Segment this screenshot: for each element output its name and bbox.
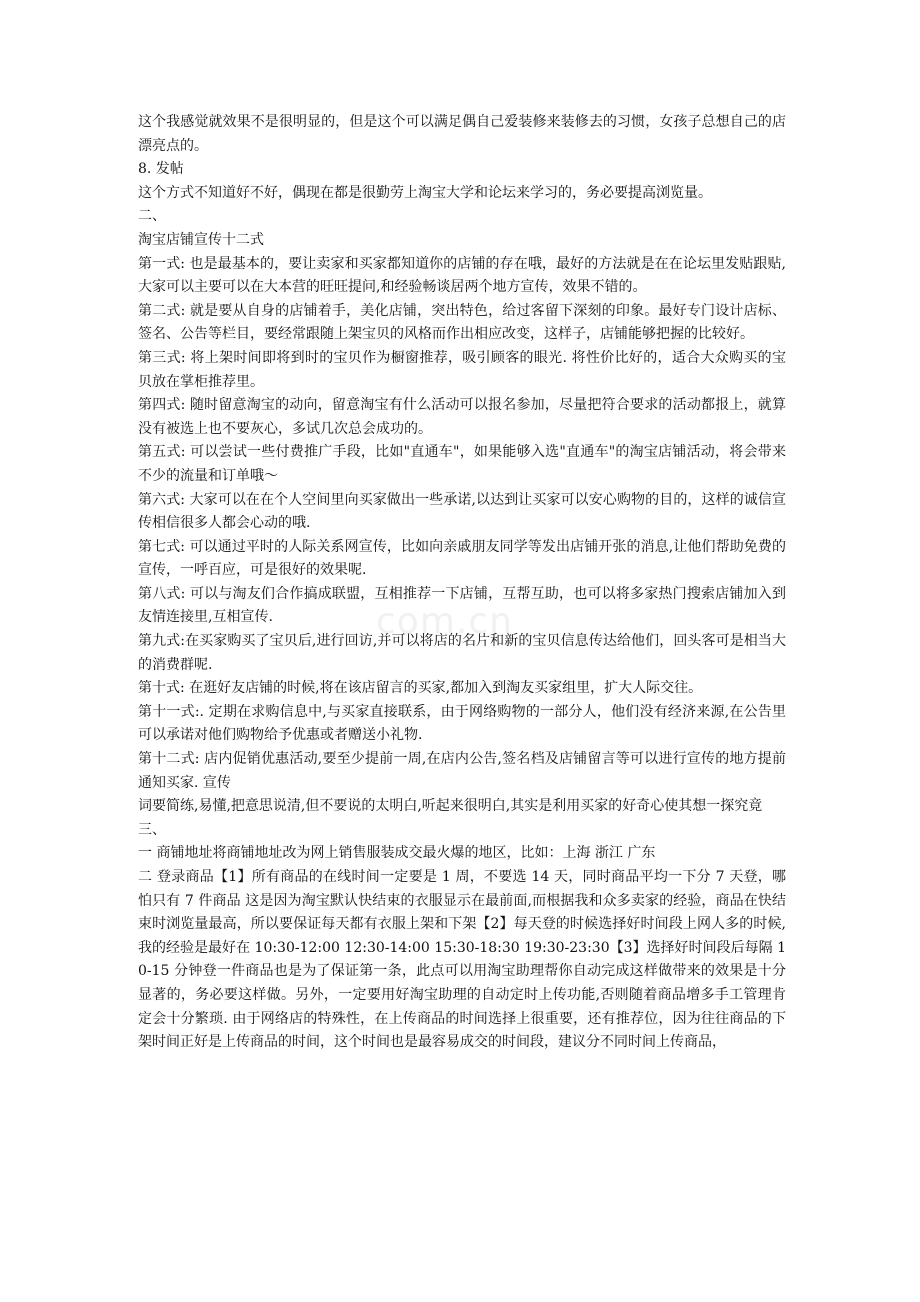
product-listing-paragraph: 二 登录商品【1】所有商品的在线时间一定要是 1 周，不要选 14 天，同时商品平均一下分 7 天登，哪怕只有 7 件商品 这是因为淘宝默认快结束的衣服显示在最前面,而根据我和众多卖家的经验，商品在快结束时浏览量最高，所以要保证每天都有衣服上架和下架【2】每天登的时候选择好时间段上网人多的时候,我的经验是最好在 10:30-12:00 12:30-14:00 15:30-18:30 19:30-23:30【3】选择好时间段后每隔 10-15 分钟登一件商品也是为了保证第一条，此点可以用淘宝助理帮你自动完成这样做带来的效果是十分显著的，务必要这样做。另外，一定要用好淘宝助理的自动定时上传功能,否则随着商品增多手工管理肯定会十分繁琐. 由于网络店的特殊性，在上传商品的时间选择上很重要，还有推荐位，因为往往商品的下架时间正好是上传商品的时间，这个时间也是最容易成交的时间段，建议分不同时间上传商品， <box>138 869 786 1051</box>
tip-9: 第九式:在买家购买了宝贝后,进行回访,并可以将店的名片和新的宝贝信息传达给他们，回头客可是相当大的消费群呢. <box>138 633 786 673</box>
tip-6: 第六式: 大家可以在在个人空间里向买家做出一些承诺,以达到让买家可以安心购物的目的，这样的诚信宣传相信很多人都会心动的哦. <box>138 491 786 532</box>
section-two-heading: 二、 <box>138 208 166 225</box>
store-address-paragraph: 一 商铺地址将商铺地址改为网上销售服装成交最火爆的地区，比如：上海 浙江 广东 <box>138 845 656 862</box>
watermark-text: com.cn <box>376 601 513 642</box>
document-body <box>138 111 786 1055</box>
tip-2: 第二式: 就是要从自身的店铺着手，美化店铺，突出特色，给过客留下深刻的印象。最好专门设计店标、签名、公告等栏目，要经常跟随上架宝贝的风格而作出相应改变，这样子，店铺能够把握的比较好。 <box>138 302 786 343</box>
tip-7: 第七式: 可以通过平时的人际关系网宣传，比如向亲戚朋友同学等发出店铺开张的消息,让他们帮助免费的宣传，一呼百应，可是很好的效果呢. <box>138 538 786 579</box>
heading-posting: 8. 发帖 <box>138 161 184 178</box>
tip-4: 第四式: 随时留意淘宝的动向，留意淘宝有什么活动可以报名参加，尽量把符合要求的活动都报上，就算没有被选上也不要灰心，多试几次总会成功的。 <box>138 397 786 437</box>
tip-12-continued: 词要简练,易懂,把意思说清,但不要说的太明白,听起来很明白,其实是利用买家的好奇心使其想一探究竟 <box>138 798 763 815</box>
tip-5: 第五式: 可以尝试一些付费推广手段，比如"直通车"，如果能够入选"直通车"的淘宝店铺活动，将会带来不少的流量和订单哦～ <box>138 444 786 484</box>
tip-11: 第十一式:. 定期在求购信息中,与买家直接联系，由于网络购物的一部分人，他们没有经济来源,在公告里可以承诺对他们购物给予优惠或者赠送小礼物. <box>138 703 786 744</box>
tip-1: 第一式: 也是最基本的，要让卖家和买家都知道你的店铺的存在哦，最好的方法就是在在论坛里发贴跟贴,大家可以主要可以在大本营的旺旺提问,和经验畅谈居两个地方宣传，效果不错的。 <box>138 255 786 296</box>
paragraph-posting: 这个方式不知道好不好，偶现在都是很勤劳上淘宝大学和论坛来学习的，务必要提高浏览量。 <box>138 184 712 201</box>
tip-8: 第八式: 可以与淘友们合作搞成联盟，互相推荐一下店铺，互帮互助，也可以将多家热门搜索店铺加入到友情连接里,互相宣传. <box>138 585 786 626</box>
paragraph-decoration-note: 这个我感觉就效果不是很明显的，但是这个可以满足偶自己爱装修来装修去的习惯，女孩子总想自己的店漂亮点的。 <box>138 114 786 154</box>
tip-12: 第十二式: 店内促销优惠活动,要至少提前一周,在店内公告,签名档及店铺留言等可以进行宣传的地方提前通知买家. 宣传 <box>138 751 786 791</box>
section-three-heading: 三、 <box>138 821 166 838</box>
tip-3: 第三式: 将上架时间即将到时的宝贝作为橱窗推荐，吸引顾客的眼光. 将性价比好的，适合大众购买的宝贝放在掌柜推荐里。 <box>138 349 786 390</box>
twelve-tips-title: 淘宝店铺宣传十二式 <box>138 231 264 248</box>
tip-10: 第十式: 在逛好友店铺的时候,将在该店留言的买家,都加入到淘友买家组里，扩大人际交往。 <box>138 680 703 697</box>
